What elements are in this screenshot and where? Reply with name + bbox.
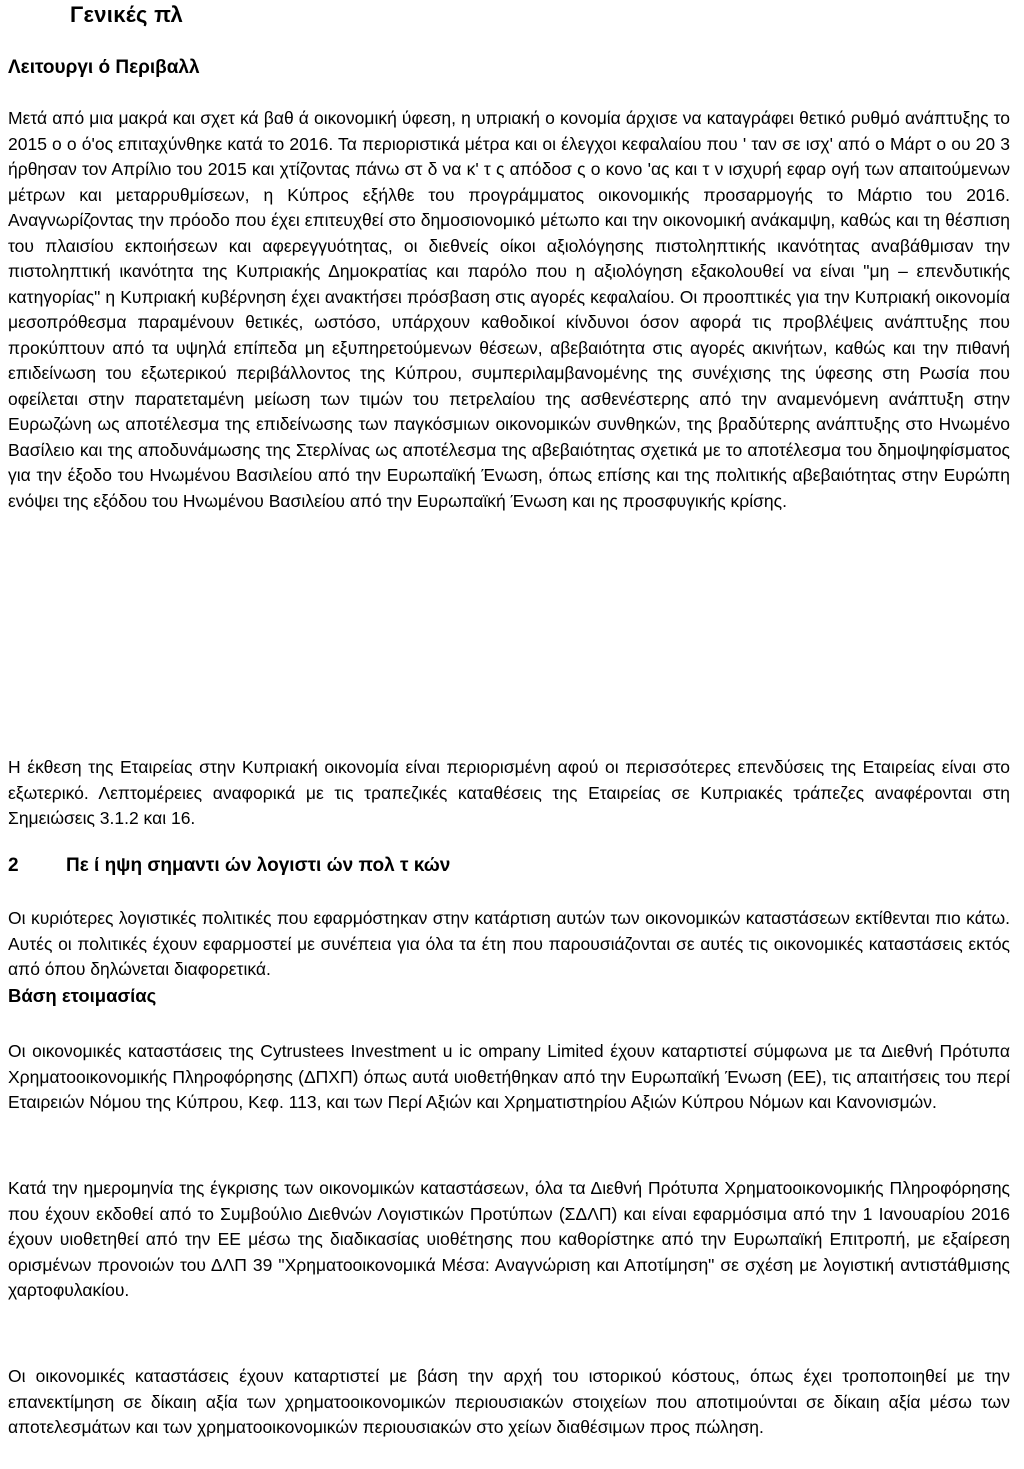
- section-number: 2: [8, 855, 19, 876]
- paragraph-compliance: Οι οικονομικές καταστάσεις της Cytrustees Investment u ic ompany Limited έχουν καταρτιστεί σύμφωνα με τα Διεθνή Πρότυπα Χρηματοοικονομικής Πληροφόρησης (ΔΠΧΠ) όπως αυτά υιοθετήθηκαν από την Ευρωπαϊκή Ένωση (ΕΕ), τις απαιτήσεις του περί Εταιρειών Νόμου της Κύπρου, Κεφ. 113, και των Περί Αξιών και Χρηματιστηρίου Αξιών Κύπρου Νόμων και Κανονισμών.: [8, 1041, 1010, 1112]
- paragraph-exposure: Η έκθεση της Εταιρείας στην Κυπριακή οικονομία είναι περιορισμένη αφού οι περισσότερες επενδύσεις της Εταιρείας είναι στο εξωτερικό. Λεπτομέρειες αναφορικά με τις τραπεζικές καταθέσεις της Εταιρείας σε Κυπριακές τράπεζες αναφέρονται στη Σημειώσεις 3.1.2 και 16.: [8, 757, 1010, 828]
- paragraph-policies-intro: Οι κυριότερες λογιστικές πολιτικές που εφαρμόστηκαν στην κατάρτιση αυτών των οικονομικών καταστάσεων εκτίθενται πιο κάτω. Αυτές οι πολιτικές έχουν εφαρμοστεί με συνέπεια για όλα τα έτη που παρουσιάζονται σε αυτές τις οικονομικές καταστάσεις εκτός από όπου δηλώνεται διαφορετικά.: [8, 908, 1010, 979]
- page-heading: Γενικές πλ: [70, 2, 184, 27]
- basis-of-preparation-heading: Βάση ετοιμασίας: [8, 985, 157, 1006]
- paragraph-historical-cost: Οι οικονομικές καταστάσεις έχουν καταρτιστεί με βάση την αρχή του ιστορικού κόστους, όπως έχει τροποποιηθεί με την επανεκτίμηση σε δίκαιη αξία των χρηματοοικονομικών περιουσιακών στοιχείων που αποτιμούνται σε δίκαιη αξία μέσω των αποτελεσμάτων και των χρηματοοικονομικών περιουσιακών στο χείων διαθέσιμων προς πώληση.: [8, 1366, 1010, 1437]
- operating-environment-heading: Λειτουργι ό Περιβαλλ: [8, 57, 200, 78]
- section-2-heading: [8, 855, 450, 877]
- paragraph-economy: Μετά από μια μακρά και σχετ κά βαθ ά οικονομική ύφεση, η υπριακή ο κονομία άρχισε να καταγράφει θετικό ρυθμό ανάπτυξης το 2015 ο ο ό'ος επιταχύνθηκε κατά το 2016. Τα περιοριστικά μέτρα και οι έλεγχοι κεφαλαίου που ' ταν σε ισχ' από ο Μάρτ ο ου 20 3 ήρθησαν τον Απρίλιο του 2015 και χτίζοντας πάνω στ δ να κ' τ ς απόδοσ ς ο κονο 'ας και τ ν ισχυρή εφαρ ογή των απαιτούμενων μέτρων και μεταρρυθμίσεων, η Κύπρος εξήλθε του προγράμματος οικονομικής προσαρμογής το Μάρτιο του 2016. Αναγνωρίζοντας την πρόοδο που έχει επιτευχθεί στο δημοσιονομικό μέτωπο και την οικονομική ανάκαμψη, καθώς και τη θέσπιση του πλαισίου εκποιήσεων και αφερεγγυότητας, οι διεθνείς οίκοι αξιολόγησης πιστοληπτικής ικανότητας αναβάθμισαν την πιστοληπτική ικανότητα της Κυπριακής Δημοκρατίας και παρόλο που η αξιολόγηση εξακολουθεί να είναι "μη – επενδυτικής κατηγορίας" η Κυπριακή κυβέρνηση έχει ανακτήσει πρόσβαση στις αγορές κεφαλαίου. Οι προοπτικές για την Κυπριακή οικονομία μεσοπρόθεσμα παραμένουν θετικές, ωστόσο, υπάρχουν καθοδικοί κίνδυνοι όσον αφορά τις προβλέψεις ανάπτυξης που προκύπτουν από τα υψηλά επίπεδα μη εξυπηρετούμενων θέσεων, αβεβαιότητα στις αγορές ακινήτων, καθώς και την πιθανή επιδείνωση του εξωτερικού περιβάλλοντος της Κύπρου, συμπεριλαμβανομένης της συνέχισης της ύφεσης στη Ρωσία που οφείλεται στην παρατεταμένη μείωση των τιμών του πετρελαίου της ασθενέστερης από την αναμενόμενη ανάπτυξη στην Ευρωζώνη ως αποτέλεσμα της επιδείνωσης των παγκόσμιων οικονομικών συνθηκών, της βραδύτερης ανάπτυξης στο Ηνωμένο Βασίλειο και της αποδυνάμωσης της Στερλίνας ως αποτέλεσμα της αβεβαιότητας σχετικά με το αποτέλεσμα του δημοψηφίσματος για την έξοδο του Ηνωμένου Βασιλείου από την Ευρωπαϊκή Ένωση, όπως επίσης και της πολιτικής αβεβαιότητας στην Ευρώπη ενόψει της εξόδου του Ηνωμένου Βασιλείου από την Ευρωπαϊκή Ένωση και ης προσφυγικής κρίσης.: [8, 108, 1010, 511]
- section-title: Πε ί ηψη σημαντι ών λογιστι ών πολ τ κών: [66, 855, 451, 876]
- paragraph-ifrs-adoption: Κατά την ημερομηνία της έγκρισης των οικονομικών καταστάσεων, όλα τα Διεθνή Πρότυπα Χρηματοοικονομικής Πληροφόρησης που έχουν εκδοθεί από το Συμβούλιο Διεθνών Λογιστικών Προτύπων (ΣΔΛΠ) και είναι εφαρμόσιμα από την 1 Ιανουαρίου 2016 έχουν υιοθετηθεί από την ΕΕ μέσω της διαδικασίας υιοθέτησης που καθορίστηκε από την Ευρωπαϊκή Επιτροπή, με εξαίρεση ορισμένων προνοιών του ΔΛΠ 39 "Χρηματοοικονομικά Μέσα: Αναγνώριση και Αποτίμηση" σε σχέση με λογιστική αντιστάθμισης χαρτοφυλακίου.: [8, 1178, 1010, 1300]
